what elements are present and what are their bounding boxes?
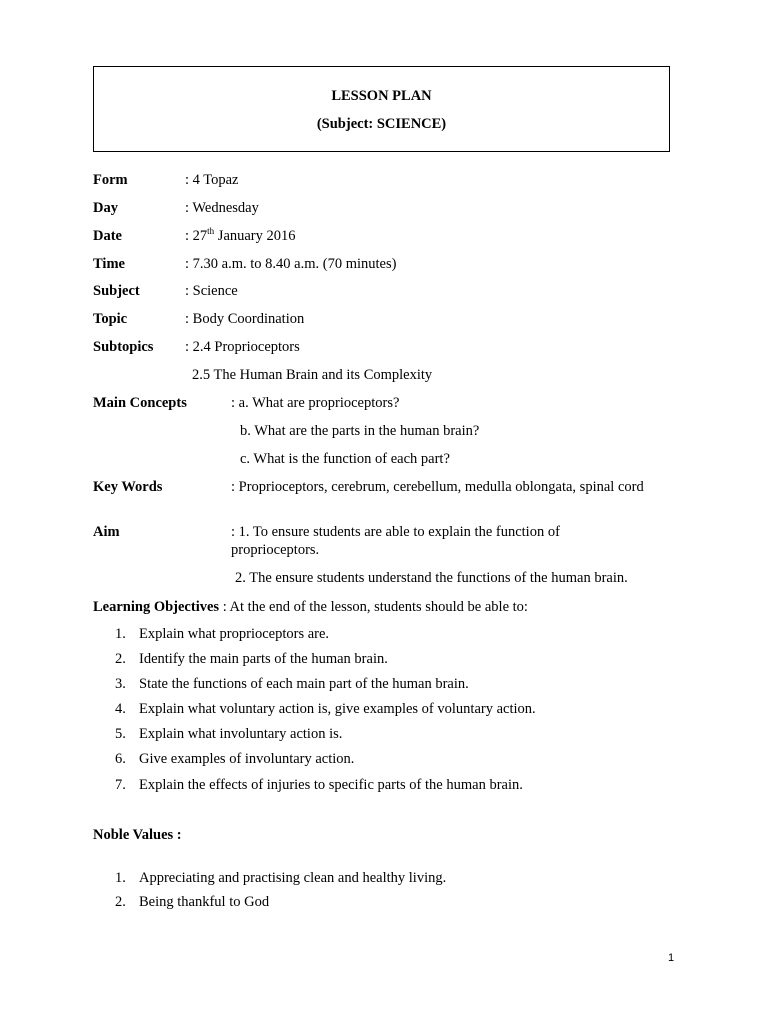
main-concept-item: b. What are the parts in the human brain? bbox=[240, 423, 480, 439]
subject-value: : Science bbox=[185, 283, 238, 299]
date-prefix: : 27 bbox=[185, 228, 208, 244]
subtopics-value-2: 2.5 The Human Brain and its Complexity bbox=[192, 367, 433, 383]
main-concept-item: c. What is the function of each part? bbox=[240, 451, 450, 467]
key-words-label: Key Words bbox=[93, 479, 163, 495]
title-box bbox=[93, 66, 670, 152]
topic-value: : Body Coordination bbox=[185, 311, 305, 327]
form-label: Form bbox=[93, 172, 128, 188]
aim-label: Aim bbox=[93, 524, 120, 540]
date-value bbox=[185, 227, 296, 245]
aim-item-2: 2. The ensure students understand the functions of the human brain. bbox=[235, 570, 628, 586]
subtopics-label: Subtopics bbox=[93, 339, 154, 355]
day-value: : Wednesday bbox=[185, 200, 259, 216]
key-words-value: : Proprioceptors, cerebrum, cerebellum, medulla oblongata, spinal cord bbox=[231, 479, 644, 495]
aim-item-1: : 1. To ensure students are able to explain the function of proprioceptors. bbox=[231, 524, 560, 558]
document-title: LESSON PLAN bbox=[331, 88, 432, 104]
learning-objectives-intro: : At the end of the lesson, students should be able to: bbox=[219, 599, 528, 615]
subtopics-value-1: : 2.4 Proprioceptors bbox=[185, 339, 300, 355]
date-suffix: January 2016 bbox=[214, 228, 296, 244]
subject-label: Subject bbox=[93, 283, 140, 299]
noble-values-label: Noble Values : bbox=[93, 827, 182, 843]
page-number: 1 bbox=[668, 952, 675, 964]
learning-objectives-label: Learning Objectives bbox=[93, 599, 220, 615]
date-superscript: th bbox=[207, 226, 215, 237]
time-value: : 7.30 a.m. to 8.40 a.m. (70 minutes) bbox=[185, 256, 397, 272]
document-subtitle: (Subject: SCIENCE) bbox=[316, 116, 447, 132]
main-concept-item: : a. What are proprioceptors? bbox=[231, 395, 400, 411]
date-label: Date bbox=[93, 228, 122, 244]
time-label: Time bbox=[93, 256, 125, 272]
topic-label: Topic bbox=[93, 311, 128, 327]
main-concepts-label: Main Concepts bbox=[93, 395, 187, 411]
day-label: Day bbox=[93, 200, 118, 216]
learning-objectives-heading bbox=[93, 598, 528, 616]
form-value: : 4 Topaz bbox=[185, 172, 239, 188]
